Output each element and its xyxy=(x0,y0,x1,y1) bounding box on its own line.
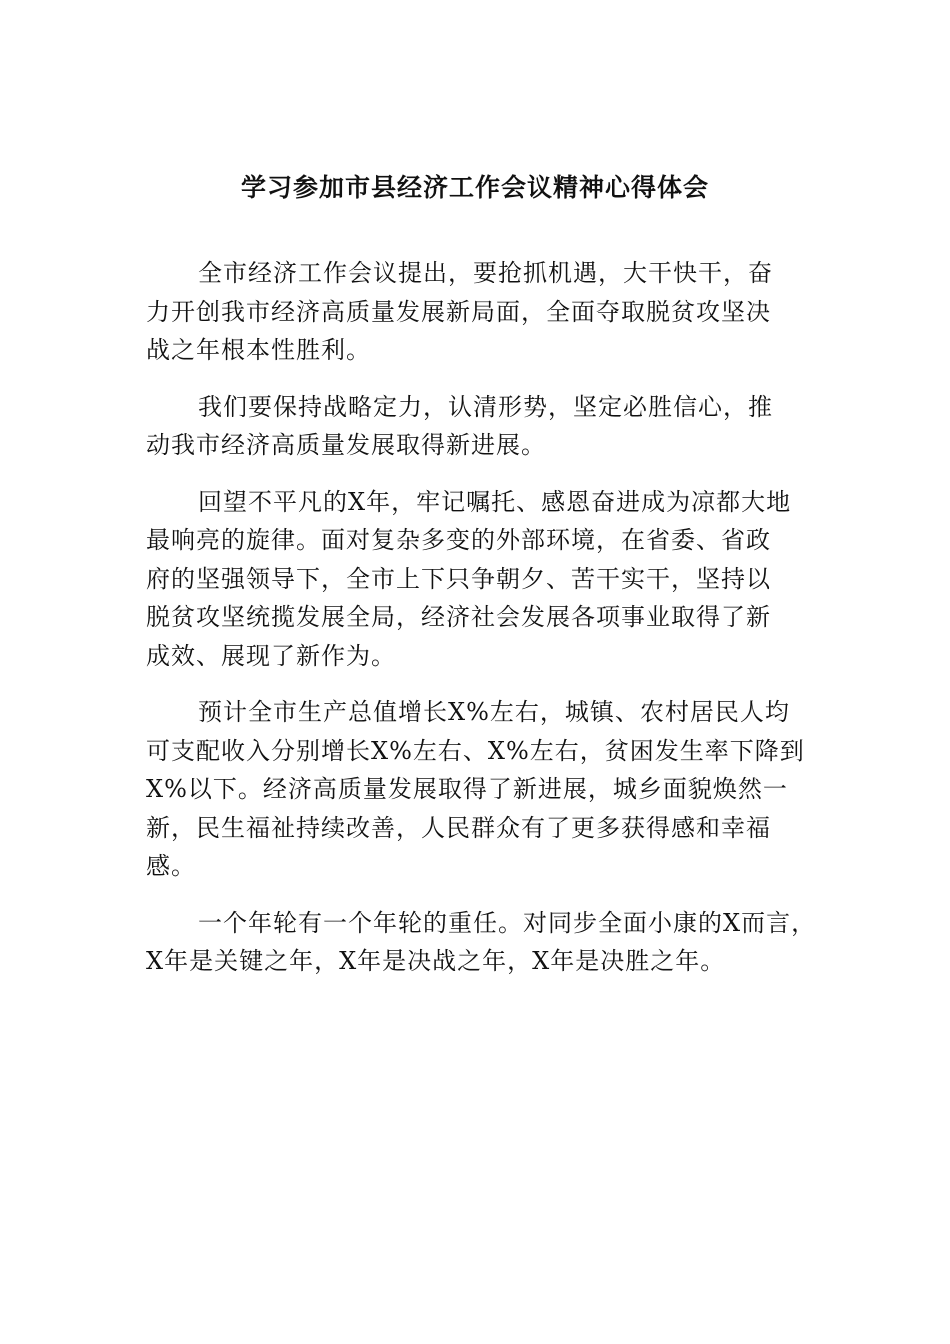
paragraph-line: 府的坚强领导下，全市上下只争朝夕、苦干实干，坚持以 xyxy=(146,564,771,593)
paragraph-line: 脱贫攻坚统揽发展全局，经济社会发展各项事业取得了新 xyxy=(146,603,771,631)
paragraph-line: X年是关键之年，X年是决战之年，X年是决胜之年。 xyxy=(146,947,726,975)
document-title: 学习参加市县经济工作会议精神心得体会 xyxy=(240,173,709,202)
paragraph-line: 新，民生福祉持续改善，人民群众有了更多获得感和幸福 xyxy=(146,813,771,842)
paragraph-line: 战之年根本性胜利。 xyxy=(146,336,371,364)
paragraph-2 xyxy=(146,388,826,465)
paragraph-line: 预计全市生产总值增长X%左右，城镇、农村居民人均 xyxy=(198,698,790,726)
paragraph-4 xyxy=(146,693,826,886)
paragraph-line: 最响亮的旋律。面对复杂多变的外部环境，在省委、省政 xyxy=(146,526,771,554)
paragraph-line: 力开创我市经济高质量发展新局面，全面夺取脱贫攻坚决 xyxy=(146,297,771,326)
paragraph-1 xyxy=(146,254,826,370)
document-body xyxy=(146,254,826,999)
paragraph-line: 一个年轮有一个年轮的重任。对同步全面小康的X而言， xyxy=(198,908,817,937)
paragraph-line: X%以下。经济高质量发展取得了新进展，城乡面貌焕然一 xyxy=(146,775,788,803)
paragraph-line: 感。 xyxy=(146,852,196,880)
paragraph-line: 回望不平凡的X年，牢记嘱托、感恩奋进成为凉都大地 xyxy=(198,487,792,516)
paragraph-line: 成效、展现了新作为。 xyxy=(146,641,396,670)
paragraph-line: 动我市经济高质量发展取得新进展。 xyxy=(146,431,546,459)
paragraph-line: 我们要保持战略定力，认清形势，坚定必胜信心，推 xyxy=(198,392,773,421)
paragraph-3 xyxy=(146,483,826,676)
paragraph-line: 全市经济工作会议提出，要抢抓机遇，大干快干，奋 xyxy=(198,259,773,287)
paragraph-line: 可支配收入分别增长X%左右、X%左右，贫困发生率下降到 xyxy=(146,736,805,765)
paragraph-5 xyxy=(146,904,826,981)
